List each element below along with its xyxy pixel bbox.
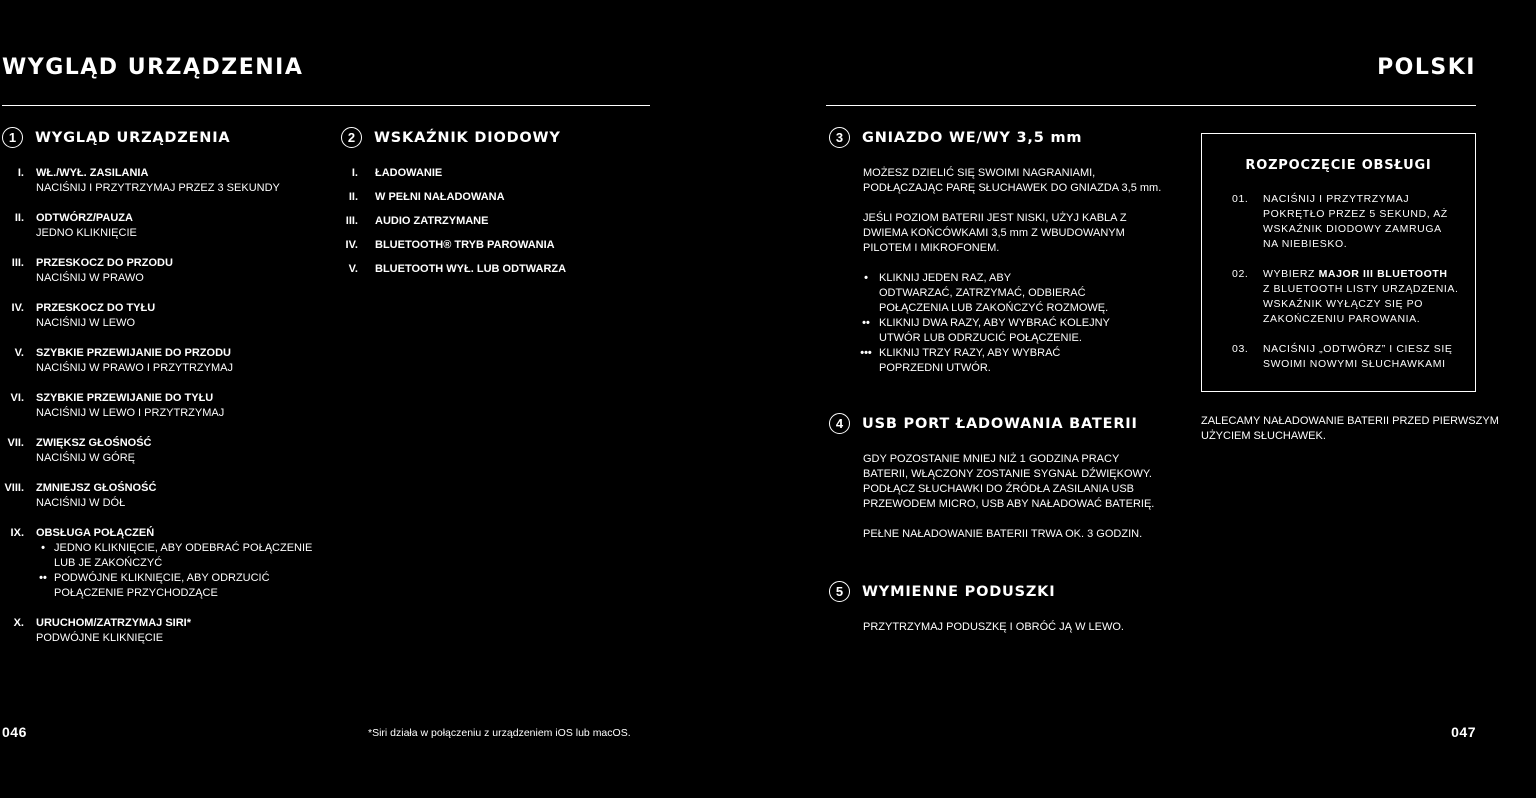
- section-title: USB PORT ŁADOWANIA BATERII: [862, 415, 1138, 432]
- list-item: [861, 346, 1161, 376]
- item-desc: NACIŚNIJ W LEWO: [36, 317, 136, 329]
- text-line: POKRĘTŁO PRZEZ 5 SEKUND, AŻ: [1263, 208, 1448, 220]
- item-desc: NACIŚNIJ W DÓŁ: [36, 497, 126, 509]
- list-item: [334, 190, 634, 214]
- roman-numeral: IX.: [10, 527, 24, 539]
- step-number: 01.: [1232, 193, 1249, 205]
- list-item: [0, 256, 330, 301]
- header-divider: [826, 105, 1476, 106]
- bullet-icon: ••: [862, 317, 870, 329]
- section-title: WSKAŹNIK DIODOWY: [374, 129, 561, 146]
- text-line: PODŁĄCZAJĄC PARĘ SŁUCHAWEK DO GNIAZDA 3,5 mm.: [863, 182, 1162, 194]
- item-title: W PEŁNI NAŁADOWANA: [375, 191, 505, 203]
- sub-item: [36, 571, 330, 601]
- roman-numeral: V.: [14, 347, 24, 359]
- list-item: [0, 346, 330, 391]
- item-title: BLUETOOTH® TRYB PAROWANIA: [375, 239, 555, 251]
- text-line: NACIŚNIJ I PRZYTRZYMAJ: [1263, 193, 1410, 205]
- list-item: [334, 214, 634, 238]
- item-title: BLUETOOTH WYŁ. LUB ODTWARZA: [375, 263, 567, 275]
- paragraph: [863, 166, 1161, 196]
- list-item: [0, 391, 330, 436]
- section-number-badge: 5: [829, 581, 850, 602]
- paragraph: PEŁNE NAŁADOWANIE BATERII TRWA OK. 3 GODZIN.: [863, 528, 1143, 540]
- text-line: ZAKOŃCZENIU PAROWANIA.: [1263, 313, 1421, 325]
- led-indicator-list: [334, 166, 634, 286]
- page-title: WYGLĄD URZĄDZENIA: [2, 55, 304, 80]
- section-5-heading: [829, 581, 1055, 602]
- recommendation-note: [1201, 414, 1499, 444]
- roman-numeral: I.: [17, 167, 24, 179]
- list-item: [0, 301, 330, 346]
- step-number: 03.: [1232, 343, 1249, 355]
- section-number-badge: 3: [829, 127, 850, 148]
- item-desc: NACIŚNIJ W PRAWO I PRZYTRZYMAJ: [36, 362, 233, 374]
- paragraph: PRZYTRZYMAJ PODUSZKĘ I OBRÓĆ JĄ W LEWO.: [863, 621, 1124, 633]
- roman-numeral: VIII.: [4, 482, 24, 494]
- text-line: UŻYCIEM SŁUCHAWEK.: [1201, 430, 1326, 442]
- list-item: [0, 166, 330, 211]
- page-title: POLSKI: [1377, 55, 1476, 80]
- roman-numeral: II.: [348, 191, 358, 203]
- bullet-icon: ••: [39, 572, 47, 584]
- getting-started-box: [1201, 133, 1476, 392]
- page-number: 046: [2, 724, 27, 740]
- device-name: MAJOR III BLUETOOTH: [1318, 268, 1448, 280]
- text-line: GDY POZOSTANIE MNIEJ NIŻ 1 GODZINA PRACY: [863, 453, 1120, 465]
- text-line: NA NIEBIESKO.: [1263, 238, 1348, 250]
- section-title: GNIAZDO WE/WY 3,5 mm: [862, 129, 1083, 146]
- list-item: [0, 211, 330, 256]
- roman-numeral: IV.: [345, 239, 358, 251]
- list-item: [334, 262, 634, 286]
- item-desc: JEDNO KLIKNIĘCIE: [36, 227, 137, 239]
- text-line: MOŻESZ DZIELIĆ SIĘ SWOIMI NAGRANIAMI,: [863, 167, 1096, 179]
- step-item: [1232, 342, 1462, 372]
- step-number: 02.: [1232, 268, 1249, 280]
- section-title: WYMIENNE PODUSZKI: [862, 583, 1056, 600]
- item-desc: NACIŚNIJ W LEWO I PRZYTRZYMAJ: [36, 407, 225, 419]
- text-line: PRZEWODEM MICRO, USB ABY NAŁADOWAĆ BATERIĘ.: [863, 498, 1155, 510]
- text-line: DWIEMA KOŃCÓWKAMI 3,5 mm Z WBUDOWANYM: [863, 227, 1125, 239]
- list-item: [0, 436, 330, 481]
- roman-numeral: II.: [14, 212, 24, 224]
- paragraph: [863, 211, 1127, 256]
- click-actions-list: [861, 271, 1161, 376]
- text-line: JEŚLI POZIOM BATERII JEST NISKI, UŻYJ KABLA Z: [863, 212, 1127, 224]
- bullet-icon: •••: [860, 347, 872, 359]
- step-item: [1232, 267, 1462, 327]
- roman-numeral: III.: [11, 257, 24, 269]
- roman-numeral: IV.: [11, 302, 24, 314]
- item-title: OBSŁUGA POŁĄCZEŃ: [36, 527, 155, 539]
- section-4-heading: [829, 413, 1138, 434]
- list-item: [861, 271, 1161, 316]
- sub-item: [36, 541, 330, 571]
- steps-list: [1232, 192, 1462, 387]
- item-title: ZMNIEJSZ GŁOŚNOŚĆ: [36, 482, 157, 494]
- paragraph: [863, 452, 1154, 512]
- section-2-heading: [341, 127, 561, 148]
- roman-numeral: VI.: [10, 392, 24, 404]
- step-prefix: WYBIERZ: [1263, 268, 1319, 280]
- list-item: [0, 616, 330, 661]
- text-line: KLIKNIJ DWA RAZY, ABY WYBRAĆ KOLEJNY: [879, 317, 1110, 329]
- bullet-icon: •: [41, 542, 45, 554]
- text-line: POŁĄCZENIA LUB ZAKOŃCZYĆ ROZMOWĘ.: [879, 302, 1109, 314]
- text-line: SWOIMI NOWYMI SŁUCHAWKAMI: [1263, 358, 1446, 370]
- item-title: AUDIO ZATRZYMANE: [375, 215, 489, 227]
- item-desc: NACIŚNIJ W PRAWO: [36, 272, 144, 284]
- text-line: POPRZEDNI UTWÓR.: [879, 362, 991, 374]
- section-number-badge: 1: [2, 127, 23, 148]
- text-line: KLIKNIJ TRZY RAZY, ABY WYBRAĆ: [879, 347, 1061, 359]
- roman-numeral: VII.: [7, 437, 24, 449]
- text-line: ZALECAMY NAŁADOWANIE BATERII PRZED PIERWSZYM: [1201, 415, 1499, 427]
- item-title: PRZESKOCZ DO TYŁU: [36, 302, 156, 314]
- text-line: KLIKNIJ JEDEN RAZ, ABY: [879, 272, 1012, 284]
- item-title: SZYBKIE PRZEWIJANIE DO PRZODU: [36, 347, 231, 359]
- header-divider: [2, 105, 650, 106]
- bullet-icon: •: [864, 272, 868, 284]
- text-line: NACIŚNIJ „ODTWÓRZ” I CIESZ SIĘ: [1263, 343, 1453, 355]
- item-title: ODTWÓRZ/PAUZA: [36, 212, 133, 224]
- roman-numeral: X.: [13, 617, 24, 629]
- item-desc: PODWÓJNE KLIKNIĘCIE: [36, 632, 164, 644]
- text-line: UTWÓR LUB ODRZUCIĆ POŁĄCZENIE.: [879, 332, 1082, 344]
- text-line: ODTWARZAĆ, ZATRZYMAĆ, ODBIERAĆ: [879, 287, 1086, 299]
- sub-item-line: LUB JE ZAKOŃCZYĆ: [54, 557, 163, 569]
- sub-item-line: JEDNO KLIKNIĘCIE, ABY ODEBRAĆ POŁĄCZENIE: [54, 542, 313, 554]
- sub-item-line: POŁĄCZENIE PRZYCHODZĄCE: [54, 587, 218, 599]
- list-item: [0, 526, 330, 616]
- list-item: [0, 481, 330, 526]
- text-line: BATERII, WŁĄCZONY ZOSTANIE SYGNAŁ DŹWIĘKOWY.: [863, 468, 1152, 480]
- item-title: ZWIĘKSZ GŁOŚNOŚĆ: [36, 437, 152, 449]
- text-line: WSKAŹNIK DIODOWY ZAMRUGA: [1263, 223, 1442, 235]
- roman-numeral: I.: [351, 167, 358, 179]
- page-number: 047: [1451, 724, 1476, 740]
- item-title: ŁADOWANIE: [375, 167, 443, 179]
- item-desc: NACIŚNIJ W GÓRĘ: [36, 452, 136, 464]
- text-line: PODŁĄCZ SŁUCHAWKI DO ŹRÓDŁA ZASILANIA USB: [863, 483, 1134, 495]
- footnote: *Siri działa w połączeniu z urządzeniem iOS lub macOS.: [368, 727, 631, 739]
- roman-numeral: V.: [348, 263, 358, 275]
- step-item: [1232, 192, 1462, 252]
- list-item: [334, 238, 634, 262]
- section-number-badge: 4: [829, 413, 850, 434]
- controls-list: [0, 166, 330, 661]
- text-line: Z BLUETOOTH LISTY URZĄDZENIA.: [1263, 283, 1459, 295]
- section-3-heading: [829, 127, 1082, 148]
- text-line: WSKAŹNIK WYŁĄCZY SIĘ PO: [1263, 298, 1424, 310]
- item-desc: NACIŚNIJ I PRZYTRZYMAJ PRZEZ 3 SEKUNDY: [36, 182, 280, 194]
- roman-numeral: III.: [345, 215, 358, 227]
- text-line: PILOTEM I MIKROFONEM.: [863, 242, 1000, 254]
- item-title: URUCHOM/ZATRZYMAJ SIRI*: [36, 617, 192, 629]
- item-title: PRZESKOCZ DO PRZODU: [36, 257, 173, 269]
- text-line: [1263, 267, 1462, 282]
- item-title: WŁ./WYŁ. ZASILANIA: [36, 167, 149, 179]
- section-number-badge: 2: [341, 127, 362, 148]
- item-title: SZYBKIE PRZEWIJANIE DO TYŁU: [36, 392, 214, 404]
- list-item: [861, 316, 1161, 346]
- list-item: [334, 166, 634, 190]
- section-1-heading: [2, 127, 230, 148]
- section-title: WYGLĄD URZĄDZENIA: [35, 129, 231, 146]
- sub-item-line: PODWÓJNE KLIKNIĘCIE, ABY ODRZUCIĆ: [54, 572, 270, 584]
- box-title: ROZPOCZĘCIE OBSŁUGI: [1245, 158, 1432, 173]
- right-page: [768, 0, 1536, 798]
